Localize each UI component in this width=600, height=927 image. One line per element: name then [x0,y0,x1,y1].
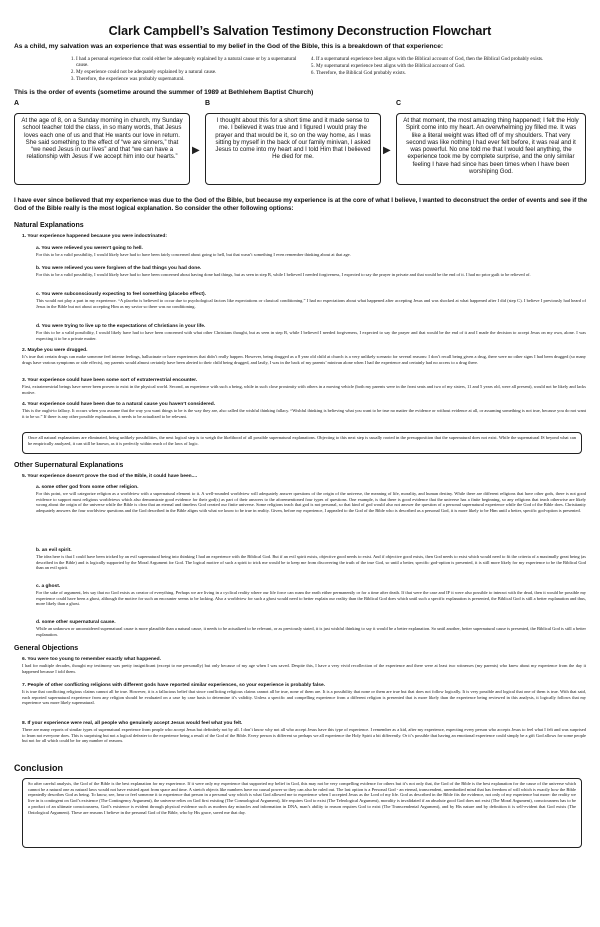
premise-3: 3. Therefore, the experience was probably supernatural. [76,76,306,82]
objection-8-heading: 8. If your experience were real, all people who genuinely accept Jesus would feel what you felt. [22,721,243,726]
objection-5b-heading: b. an evil spirit. [36,548,72,553]
objection-1c-text: This would not play a part in my experience. “A placebo is believed to occur due to psychological factors like expectations or classical conditioning.” I had no expectations about what happened after accepting Jesus and was shocked at what happened after I did (step C). I believe I previously had heard of Jesus in the Bible but not about accepting Him as my savior so there was no conditioning. [36,298,586,309]
flowchart-box-c: At that moment, the most amazing thing happened; I felt the Holy Spirit come into my heart. An overwhelming joy filled me. It was like a literal weight was lifted off of my shoulders. That very second was like nothing I had ever felt before, it was real and it was powerful. No one told me that I would feel anything, the experience took me by complete surprise, and the only similar feeling I have had since has been times when I have been worshiping God. [396,113,586,185]
objection-1a-text: For this to be a valid possibility, I would likely have had to have been fairly concerned about going to hell, but that wasn’t something I even remember thinking about at that age. [36,252,351,257]
objection-1d-text: For this to be a valid possibility, I would likely have had to have been concerned with what other Christians thought, but as seen in step B, while I believed I needed forgiveness, I expected to say the prayer and that would be the end of it and I made the decision to accept Jesus on my own, alone. I was expecting it to be a private matter. [36,330,586,341]
objection-1b-heading: b. You were relieved you were forgiven of the bad things you had done. [36,266,202,271]
objection-5c-text: For the sake of argument, lets say that no God exists as creator of everything. Perhaps we are living in a cyclical reality where our life force can roam the earth either permanently or for a time after death. If that were the case and IF it were also possible to interact with the dead, then it would be possible my experience could have been a ghost, although the motive for such an encounter seems to be lacking. Also a worldview for such a ghost would need to better explain our reality than the Biblical God does which until such a specific explanation is presented, the Biblical God is still a better explanation and thus, more likely than a ghost. [36,590,586,607]
objection-3-text: First, extraterrestrial beings have never been proven to exist in the physical world. Second, an experience with such a being, while in such close proximity with others in a moving vehicle (both my parents were in the front seats and two of my sisters, 11 and 5 years old, were all present), would not be likely and lacks motive. [22,384,586,395]
premise-5: 5. My supernatural experience best aligns with the Biblical account of God. [316,63,546,69]
box-b-label: B [205,100,211,107]
flowchart-box-a: At the age of 8, on a Sunday morning in church, my Sunday school teacher told the class, in so many words, that Jesus loves each one of us and that He wants our love in return. She said something to the effect of “we are sinners,” that “we need Jesus in our lives” and that “we can have a relationship with Jesus if we accept him into our hearts.” [14,113,190,185]
transition-callout: Once all natural explanations are eliminated, being unlikely possibilities, the next logical step is to weigh the likelihood of all possible supernatural explanations. Objecting to this next step is usually rooted in the presupposition that the supernatural does not exist. While the supernatural IS beyond what can be empirically analyzed, it can still be known, as it is perfectly within reach of the laws of logic. [22,432,582,454]
flowchart-box-b: I thought about this for a short time and it made sense to me. I believed it was true and I figured I would pray the prayer and that would be it, so on the way home, as I was sitting by myself in the back of our family minivan, I asked Jesus to come into my heart and I told Him that I believed He died for me. [205,113,381,185]
objection-8-text: There are many reports of similar types of supernatural experience from people who accept Jesus but definitely not by all. I don’t know why not all who accept Jesus have this type of experience. I remember as a kid, after my experience, expecting every person who accepts Jesus to feel what I felt and was surprised to learn not everyone does. This is surprising but not a logical defeater to the experience being a result of the God of the Bible. Every person is different so perhaps we all experience the Holy Spirit a bit differently. Or it’s possible that having an emotional experience could simply be a gift God allows for some people but not for all which could be for any number of reasons. [22,727,586,744]
premises-left-list [66,56,306,83]
objection-4-heading: 4. Your experience could have been due to a natural cause you haven’t considered. [22,402,216,407]
objection-1a-heading: a. You were relieved you weren’t going to hell. [36,246,143,251]
page-title: Clark Campbell’s Salvation Testimony Deconstruction Flowchart [108,24,492,38]
objection-5b-text: The idea here is that I could have been tricked by an evil supernatural being into thinking I had an experience with the Biblical God. But if an evil spirit exists, objective good needs to exist. And if objective good exists, then God needs to exist which would need to fit the criteria of a maximally great being (as described in the Bible) and is logically supported by the Moral Argument for God. The logical motive of such a spirit to trick me would be to keep me from discovering the truth of the true God, so until a better, specific god-option is presented, it is still more likely for my experience to be the Biblical God than an evil spirit. [36,554,586,571]
objection-3-heading: 3. Your experience could have been some sort of extraterrestrial encounter. [22,378,198,383]
objection-6-text: I had for multiple decades, thought my testimony was pretty insignificant (except to me personally) but only because of my age when I was saved. Despite this, I have a very vivid recollection of the experience and there were at least two witnesses (my parents) who knew about my experience from the day it happened because I told them. [22,663,586,674]
premise-1: 1. I had a personal experience that could either be adequately explained by a natural cause or by a supernatural cause. [76,56,306,69]
order-of-events-heading: This is the order of events (sometime around the summer of 1989 at Bethlehem Baptist Church) [14,89,314,96]
premises-right-list [306,56,546,77]
objection-4-text: This is the ought-to fallacy. It occurs when you assume that the way you want things to be is the way they are, also called the wishful thinking fallacy. “Wishful thinking is believing what you want to be true no matter the evidence or without evidence at all, or assuming something is not true, because you do not want it to be so.” If there is any other possible explanation, it needs to be actualized to be relevant. [22,408,586,419]
arrow-right-icon: ▶ [192,145,200,156]
objection-5c-heading: c. a ghost. [36,584,61,589]
intro-paragraph: I have ever since believed that my experience was due to the God of the Bible, but because my experience is at the core of what I believe, I wanted to deconstruct the order of events and see if the God of the Bible really is the most logical explanation. So consider the other following options: [14,197,588,212]
objection-1c-heading: c. You were subconsciously expecting to feel something (placebo effect). [36,292,206,297]
other-supernatural-heading: Other Supernatural Explanations [14,462,124,469]
page-subtitle: As a child, my salvation was an experience that was essential to my belief in the God of the Bible, this is a breakdown of that experience: [14,43,444,50]
objection-5d-text: While an unknown or unconsidered supernatural cause is more plausible than a natural cause, it needs to be actualized to be relevant, or as previously stated, it is just wishful thinking to say it would be a better explanation. So until another, better supernatural cause is presented, the Biblical God is still a better explanation. [36,626,586,637]
objection-6-heading: 6. You were too young to remember exactly what happened. [22,657,161,662]
natural-explanations-heading: Natural Explanations [14,222,84,229]
general-objections-heading: General Objections [14,645,79,652]
premise-4: 4. If a supernatural experience best aligns with the Biblical account of God, then the Biblical God probably exists. [316,56,546,62]
objection-7-text: It is true that conflicting religious claims cannot all be true. However, it is a fallacious belief that since conflicting religious claims cannot all be true, none of them are. It is a possibility that none or them are true but that does not follow logically. It is very possible and logical that one of them is true. With that said, each reported supernatural experience from any religion should be evaluated on a case by case basis to determine it’s validity. Unless a specific and compelling experience from a different religion is presented that is more likely than the experience being reviewed in this analysis, it logically follows that my experience was more likely supernatural. [22,689,586,706]
objection-5-heading: 5. Your experience doesn’t prove the God of the Bible, it could have been.... [22,474,198,479]
objection-5a-heading: a. some other god from some other religion. [36,485,139,490]
premise-2: 2. My experience could not be adequately explained by a natural cause. [76,69,306,75]
box-a-label: A [14,100,20,107]
objection-5a-text: For this point, we will categorize religion as a worldview with a supernatural element to it. A well-rounded worldview will adequately answer questions of the origin of the universe, the meaning of life, morality, and human destiny. While there are different religions that have other gods, there is not good evidence to support most religious worldviews which also demonstrate good evidence for their god(s) as part of their answers to the aforementioned four types of questions. One example, is that there is good evidence that the universe has a finite beginning, so any religions that teach otherwise are likely wrong about the origin of the universe while the Bible is clear that an eternal and timeless God created our finite universe. Some religions teach that god is not personal, so that kind of god would also not answer the question of a personal supernatural experience while the God of the Bible does. Christianity adequately answers the four worldview questions and the God described in the Bible aligns with what we know to be true in reality. Given, before my experience, I appealed to the God of the Bible who is described as a personal God, it is more likely to be Him until a better, specific god-option is presented. [36,491,586,514]
arrow-right-icon: ▶ [383,145,391,156]
objection-2-text: It’s true that certain drugs can make someone feel intense feelings, hallucinate or have experiences that didn’t really happen. However, being drugged as a 8 year old child at church is a very unlikely scenario for several reasons: I don’t recall being given a drug, there were no other signs I had been drugged (so many drugs have various symptoms or side effects), my parents would almost certainly have been alerted to their child being drugged, and lastly, I was in the back of my parents’ minivan alone when I had the experience and certainly had no access to a drug there. [22,354,586,365]
objection-7-heading: 7. People of other conflicting religions with different gods have reported similar experiences, so your experience is probably false. [22,683,326,688]
objection-5d-heading: d. some other supernatural cause. [36,620,116,625]
objection-1b-text: For this to be a valid possibility, I would likely have had to have been concerned about having done bad things, but as seen in step B, while I believed I needed forgiveness, I expected to say the prayer in private and that would be the end of it. I had no prior guilt to be relieved of. [36,272,531,277]
objection-1d-heading: d. You were trying to live up to the expectations of Christians in your life. [36,324,206,329]
objection-2-heading: 2. Maybe you were drugged. [22,348,88,353]
objection-1-heading: 1. Your experience happened because you were indoctrinated: [22,234,167,239]
conclusion-box: So after careful analysis, the God of the Bible is the best explanation for my experience. If it were only my experience that supported my belief in God, this may not be very compelling evidence for others but it’s not only that, the God of the Bible is the best explanation for the cause of the universe which cannot be a natural one as natural laws would not have existed apart from space and time. A stretch objects like numbers have no causal power so they can also be ruled out. The last option is a Personal God - an eternal, transcendent, unembodied mind that has freedom of will which is exactly how the Bible repeatedly describes God as being. To know, see, hear or feel someone it to experience that person in a personal way which is what God allowed me to experience when I accepted Jesus as the Lord of my life. God as described in the Bible fits the evidence, not only of my experience but more: the reality we live in is contingent on God’s existence (The Contingency Argument), the universe relies on God first existing (The Cosmological Argument), life requires God to exist (The Teleological Argument), morality is invalidated if an absolute good God does not exist (The Moral Argument), consciousness has to be a product of an ultimate consciousness, God’s existence is evident through physical evidence such as modern day miracles and information in DNA, man’s ability to reason requires God to exist (The Transcendental Argument), and by His nature and by definition it is self-evident that God exists (The Ontological Argument). These are reasons I believe in the personal God of the Bible, who by His grace, saved me that day. [22,778,582,848]
box-c-label: C [396,100,402,107]
premise-6: 6. Therefore, the Biblical God probably exists. [316,70,546,76]
conclusion-heading: Conclusion [14,763,63,773]
